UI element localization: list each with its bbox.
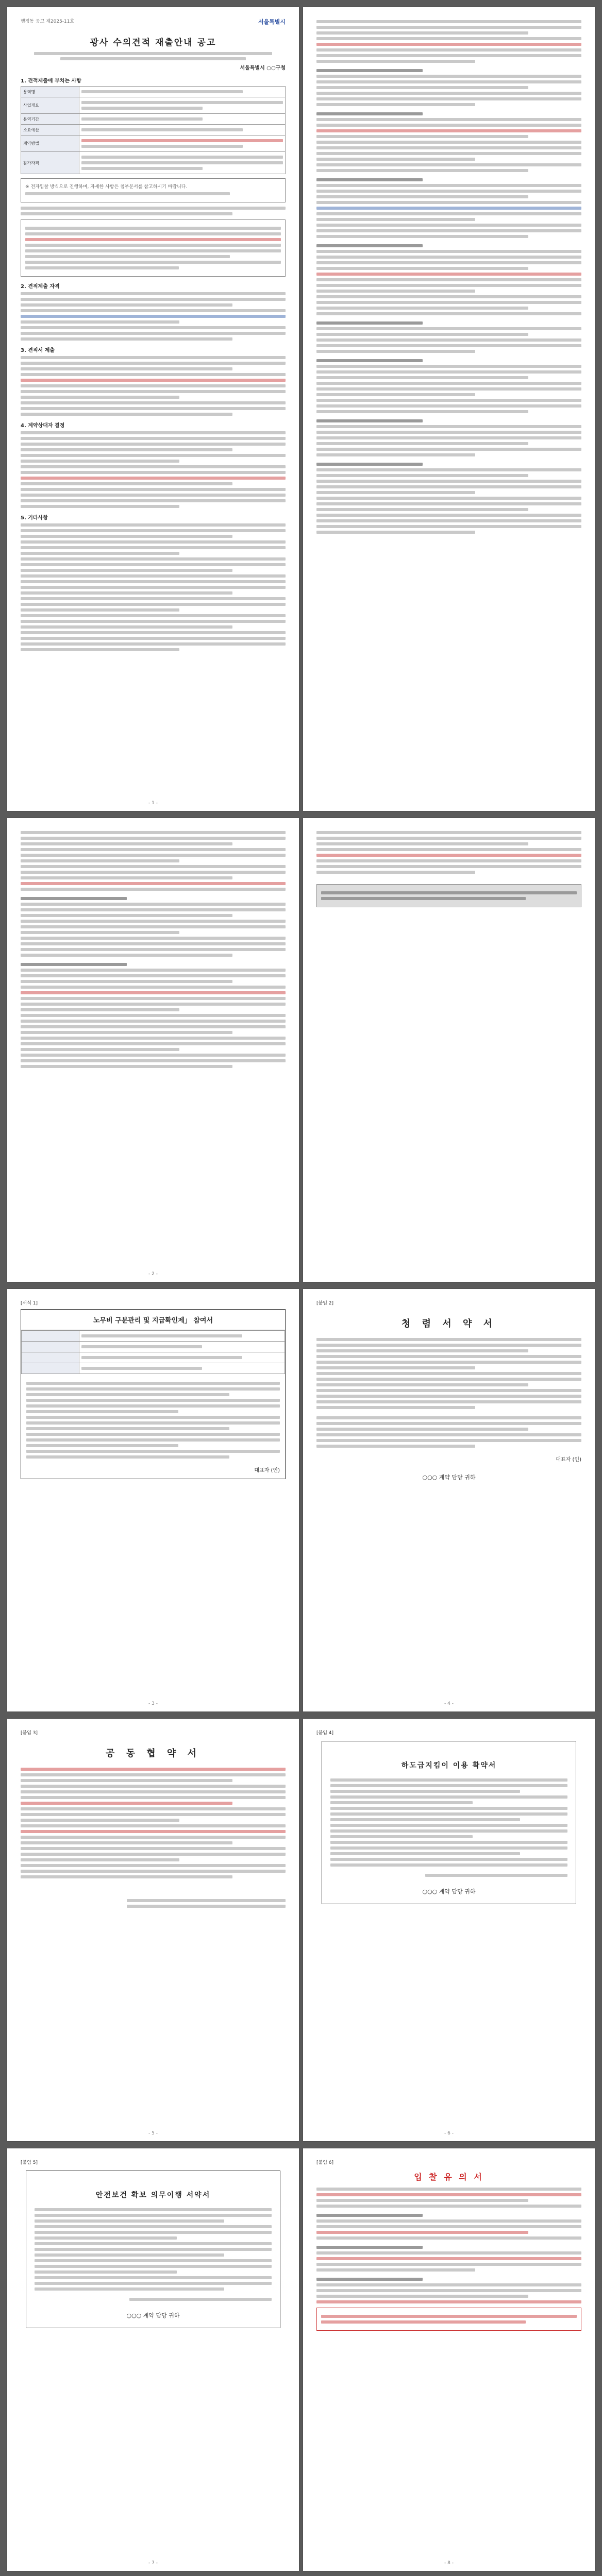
form-title: 입 찰 유 의 서 <box>414 2172 484 2182</box>
page-number: - 8 - <box>444 2561 454 2566</box>
section-2-heading: 2. 견적제출 자격 <box>21 284 60 290</box>
form-tag: [붙임 6] <box>316 2160 333 2165</box>
table-label: 계약방법 <box>21 135 79 152</box>
notice-number: 행정동 공고 제2025-11호 <box>21 19 75 24</box>
form-title: 청 렴 서 약 서 <box>401 1318 496 1329</box>
instruction-box <box>21 219 286 277</box>
seoul-logo: 서울특별시 <box>258 19 286 25</box>
form-table <box>21 1330 285 1374</box>
table-label: 사업개요 <box>21 97 79 114</box>
pledge-signature: 대표자 (인) <box>556 1457 581 1463</box>
form-title: 안전보건 확보 의무이행 서약서 <box>95 2191 211 2199</box>
page-number: - 7 - <box>148 2561 158 2566</box>
issuing-org: 서울특별시 ○○구청 <box>240 65 286 71</box>
form-title: 공 동 협 약 서 <box>105 1748 200 1759</box>
page-4 <box>303 818 595 1282</box>
form-tag: [붙임 3] <box>21 1731 38 1736</box>
page-number: - 4 - <box>444 1701 454 1706</box>
addressee: ○○○ 계약 담당 귀하 <box>422 1474 476 1481</box>
section-4-heading: 4. 계약상대자 결정 <box>21 423 65 429</box>
page-integrity-pledge <box>303 1289 595 1711</box>
section-5-heading: 5. 기타사항 <box>21 515 48 521</box>
page-subcontract-pledge <box>303 1719 595 2141</box>
page-bid-notice <box>303 2148 595 2571</box>
page-number: - 1 - <box>148 801 158 806</box>
notice-title: 광사 수의견적 재출안내 공고 <box>90 38 216 48</box>
table-label: 참가자격 <box>21 152 79 174</box>
section-3-heading: 3. 견적서 제출 <box>21 348 55 353</box>
form-title: 하도급지킴이 이용 확약서 <box>401 1761 497 1770</box>
addressee: ○○○ 계약 담당 귀하 <box>126 2312 180 2319</box>
table-label: 용역기간 <box>21 114 79 125</box>
page-form-1 <box>7 1289 299 1711</box>
form-title: 노무비 구분관리 및 지급확인제」 참여서 <box>21 1310 285 1330</box>
page-joint-agreement <box>7 1719 299 2141</box>
warning-box <box>316 2308 581 2331</box>
contract-info-table <box>21 86 286 174</box>
page-2 <box>303 7 595 811</box>
page-number: - 5 - <box>148 2131 158 2136</box>
page-safety-pledge <box>7 2148 299 2571</box>
highlight-box <box>316 884 581 907</box>
form-tag: [붙임 5] <box>21 2160 38 2165</box>
page-number: - 6 - <box>444 2131 454 2136</box>
page-1 <box>7 7 299 811</box>
form-tag: [서식 1] <box>21 1301 38 1306</box>
page-number: - 3 - <box>148 1701 158 1706</box>
section-1-heading: 1. 견적제출에 부치는 사항 <box>21 78 81 84</box>
form-signature: 대표자 (인) <box>254 1468 280 1473</box>
table-label: 소요예산 <box>21 125 79 135</box>
notice-box: ※ 전자입찰 방식으로 진행하며, 자세한 사항은 첨부문서를 참고하시기 바랍니다. <box>21 178 286 202</box>
addressee: ○○○ 계약 담당 귀하 <box>422 1888 476 1895</box>
form-tag: [붙임 4] <box>316 1731 333 1736</box>
page-3: - 2 - <box>7 818 299 1282</box>
table-label: 용역명 <box>21 87 79 97</box>
form-tag: [붙임 2] <box>316 1301 333 1306</box>
